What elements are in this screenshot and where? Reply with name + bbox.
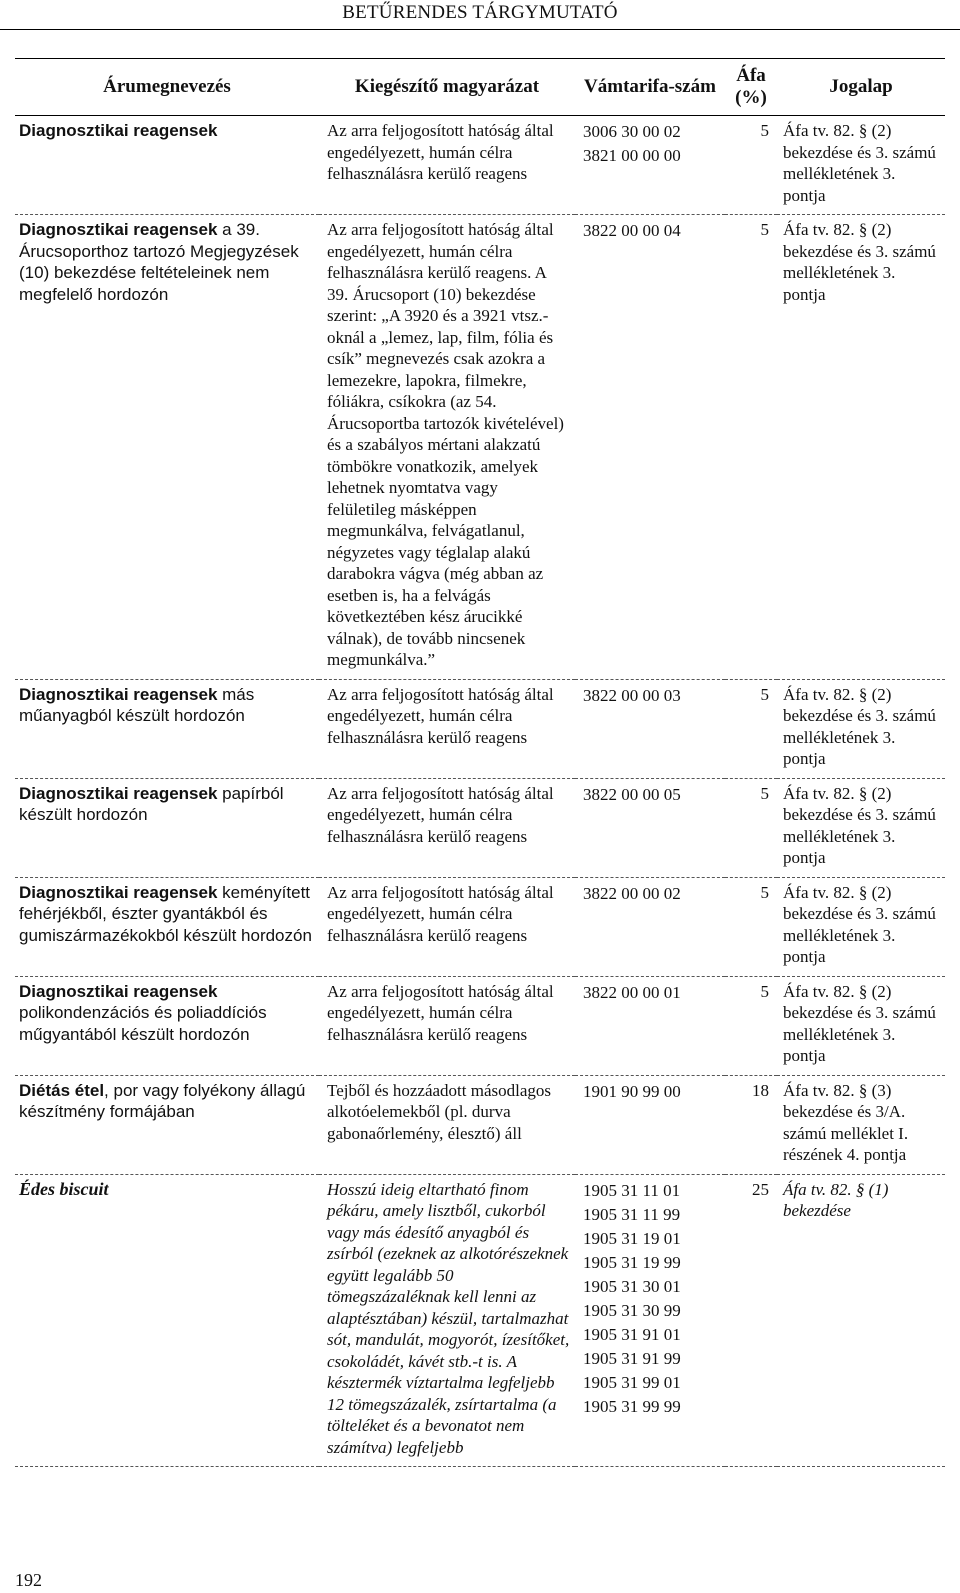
legal-basis-cell: Áfa tv. 82. § (2) bekezdése és 3. számú mellékletének 3. pontja	[777, 116, 945, 215]
vat-rate-cell: 18	[725, 1075, 777, 1174]
tariff-code: 1905 31 91 99	[583, 1348, 681, 1368]
tariff-code: 3822 00 00 05	[583, 784, 681, 804]
table-row	[15, 116, 945, 215]
vat-rate-cell: 5	[725, 679, 777, 778]
tariff-code: 1905 31 19 99	[583, 1252, 681, 1272]
tariff-code: 3821 00 00 00	[583, 146, 681, 165]
tariff-code: 3822 00 00 02	[583, 883, 681, 903]
product-name-cell	[15, 1075, 319, 1174]
tariff-code: 3822 00 00 03	[583, 685, 681, 705]
product-name-cell	[15, 679, 319, 778]
product-name-bold: Diétás étel	[19, 1080, 105, 1100]
explanation-cell: Az arra feljogosított hatóság által engedélyezett, humán célra felhasználásra kerülő reagens	[319, 877, 575, 976]
explanation-cell: Az arra feljogosított hatóság által engedélyezett, humán célra felhasználásra kerülő reagens	[319, 679, 575, 778]
table-row	[15, 679, 945, 778]
running-header: BETŰRENDES TÁRGYMUTATÓ	[342, 2, 618, 23]
legal-basis-cell: Áfa tv. 82. § (2) bekezdése és 3. számú mellékletének 3. pontja	[777, 778, 945, 877]
legal-basis-cell: Áfa tv. 82. § (2) bekezdése és 3. számú mellékletének 3. pontja	[777, 215, 945, 680]
product-name-cell	[15, 215, 319, 680]
product-name-rest: papírból készült hordozón	[19, 783, 284, 824]
product-name-bold: Diagnosztikai reagensek	[19, 121, 218, 140]
product-name-bold: Diagnosztikai reagensek	[19, 981, 218, 1001]
product-name-rest: a 39. Árucsoporthoz tartozó Megjegyzések (10) bekezdése feltételeinek nem megfelelő hordozón	[19, 220, 299, 304]
vat-rate-cell: 5	[725, 116, 777, 215]
product-name-cell	[15, 976, 319, 1075]
tariff-code-cell	[575, 778, 725, 877]
tariff-code: 1905 31 19 01	[583, 1228, 681, 1248]
tariff-code-cell	[575, 976, 725, 1075]
tariff-code: 3822 00 00 01	[583, 982, 681, 1002]
legal-basis-cell: Áfa tv. 82. § (2) bekezdése és 3. számú mellékletének 3. pontja	[777, 976, 945, 1075]
legal-basis-cell: Áfa tv. 82. § (2) bekezdése és 3. számú mellékletének 3. pontja	[777, 877, 945, 976]
column-header-tariff-code: Vámtarifa-szám	[575, 59, 725, 116]
vat-rate-cell: 5	[725, 976, 777, 1075]
product-name-rest: keményített fehérjékből, észter gyantákból és gumiszármazékokból készült hordozón	[19, 882, 312, 945]
product-name-cell	[15, 877, 319, 976]
tariff-code-cell	[575, 215, 725, 680]
explanation-cell: Az arra feljogosított hatóság által engedélyezett, humán célra felhasználásra kerülő reagens	[319, 116, 575, 215]
vat-rate-cell: 5	[725, 215, 777, 680]
tariff-code-cell	[575, 1075, 725, 1174]
table-row	[15, 778, 945, 877]
product-name-rest: , por vagy folyékony állagú készítmény formájában	[19, 1080, 306, 1121]
vat-rate-cell: 25	[725, 1174, 777, 1467]
explanation-cell: Hosszú ideig eltartható finom pékáru, amely lisztből, cukorból vagy más édesítő anyagból és zsírból (ezeknek az alkotórészeknek együtt legalább 50 tömegszázaléknak kell lenni az alaptésztában) készül, tartalmazhat sót, mandulát, mogyorót, ízesítőket, csokoládét, kávét stb.-t is. A késztermék víztartalma legfeljebb 12 tömegszázalék, zsírtartalma (a tölteléket és a bevonatot nem számítva) legfeljebb	[319, 1174, 575, 1467]
tariff-code-cell	[575, 116, 725, 215]
header-rule	[0, 29, 960, 30]
legal-basis-cell: Áfa tv. 82. § (3) bekezdése és 3/A. számú melléklet I. részének 4. pontja	[777, 1075, 945, 1174]
product-name-cell	[15, 1174, 319, 1467]
product-name-rest: más műanyagból készült hordozón	[19, 684, 255, 725]
product-name-rest: polikondenzációs és poliaddíciós műgyantából készült hordozón	[19, 1003, 267, 1044]
tariff-code: 3822 00 00 04	[583, 221, 681, 240]
tariff-code-cell	[575, 877, 725, 976]
vat-rate-cell: 5	[725, 877, 777, 976]
tariff-code: 1905 31 11 99	[583, 1204, 681, 1224]
tariff-code: 1905 31 30 01	[583, 1276, 681, 1296]
product-name-bold: Diagnosztikai reagensek	[19, 220, 218, 239]
column-header-vat: Áfa (%)	[725, 59, 777, 116]
tariff-code: 1905 31 30 99	[583, 1300, 681, 1320]
product-name-bold: Diagnosztikai reagensek	[19, 783, 218, 803]
tariff-code-cell	[575, 1174, 725, 1467]
explanation-cell: Tejből és hozzáadott másodlagos alkotóelemekből (pl. durva gabonaőrlemény, élesztő) áll	[319, 1075, 575, 1174]
table-row	[15, 976, 945, 1075]
tariff-code: 3006 30 00 02	[583, 122, 681, 141]
table-row	[15, 215, 945, 680]
vat-rate-cell: 5	[725, 778, 777, 877]
column-header-product: Árumegnevezés	[15, 59, 319, 116]
table-header-row	[15, 59, 945, 116]
product-name-cell	[15, 778, 319, 877]
table-row	[15, 1075, 945, 1174]
explanation-cell: Az arra feljogosított hatóság által engedélyezett, humán célra felhasználásra kerülő reagens	[319, 976, 575, 1075]
product-name-bold: Diagnosztikai reagensek	[19, 882, 218, 902]
tariff-code: 1905 31 99 99	[583, 1396, 681, 1416]
product-name-bold: Diagnosztikai reagensek	[19, 684, 218, 704]
tariff-code: 1905 31 99 01	[583, 1372, 681, 1392]
table-row	[15, 877, 945, 976]
tariff-code: 1905 31 91 01	[583, 1324, 681, 1344]
index-table	[15, 58, 945, 1467]
explanation-cell: Az arra feljogosított hatóság által engedélyezett, humán célra felhasználásra kerülő reagens. A 39. Árucsoport (10) bekezdése szerint: „A 3920 és a 3921 vtsz.-oknál a „lemez, lap, film, fólia és csík” megnevezés csak azokra a lemezekre, lapokra, filmekre, fóliákra, csíkokra (az 54. Árucsoportba tartozók kivételével) és a szabályos mértani alakzatú tömbökre vonatkozik, amelyek lehetnek nyomtatva vagy felületileg másképpen megmunkálva, felvágatlanul, négyzetes vagy téglalap alakú darabokra vágva (még abban az esetben is, ha a felvágás következtében kész árucikké válnak), de tovább nincsenek megmunkálva.”	[319, 215, 575, 680]
tariff-code-cell	[575, 679, 725, 778]
column-header-legal-basis: Jogalap	[777, 59, 945, 116]
legal-basis-cell: Áfa tv. 82. § (1) bekezdése	[777, 1174, 945, 1467]
column-header-explanation: Kiegészítő magyarázat	[319, 59, 575, 116]
page-number: 192	[15, 1570, 42, 1590]
legal-basis-cell: Áfa tv. 82. § (2) bekezdése és 3. számú mellékletének 3. pontja	[777, 679, 945, 778]
table-row	[15, 1174, 945, 1467]
product-name-cell	[15, 116, 319, 215]
tariff-code: 1905 31 11 01	[583, 1180, 681, 1200]
product-name-italic: Édes biscuit	[19, 1178, 109, 1199]
explanation-cell: Az arra feljogosított hatóság által engedélyezett, humán célra felhasználásra kerülő reagens	[319, 778, 575, 877]
table-body	[15, 116, 945, 1467]
tariff-code: 1901 90 99 00	[583, 1081, 681, 1101]
